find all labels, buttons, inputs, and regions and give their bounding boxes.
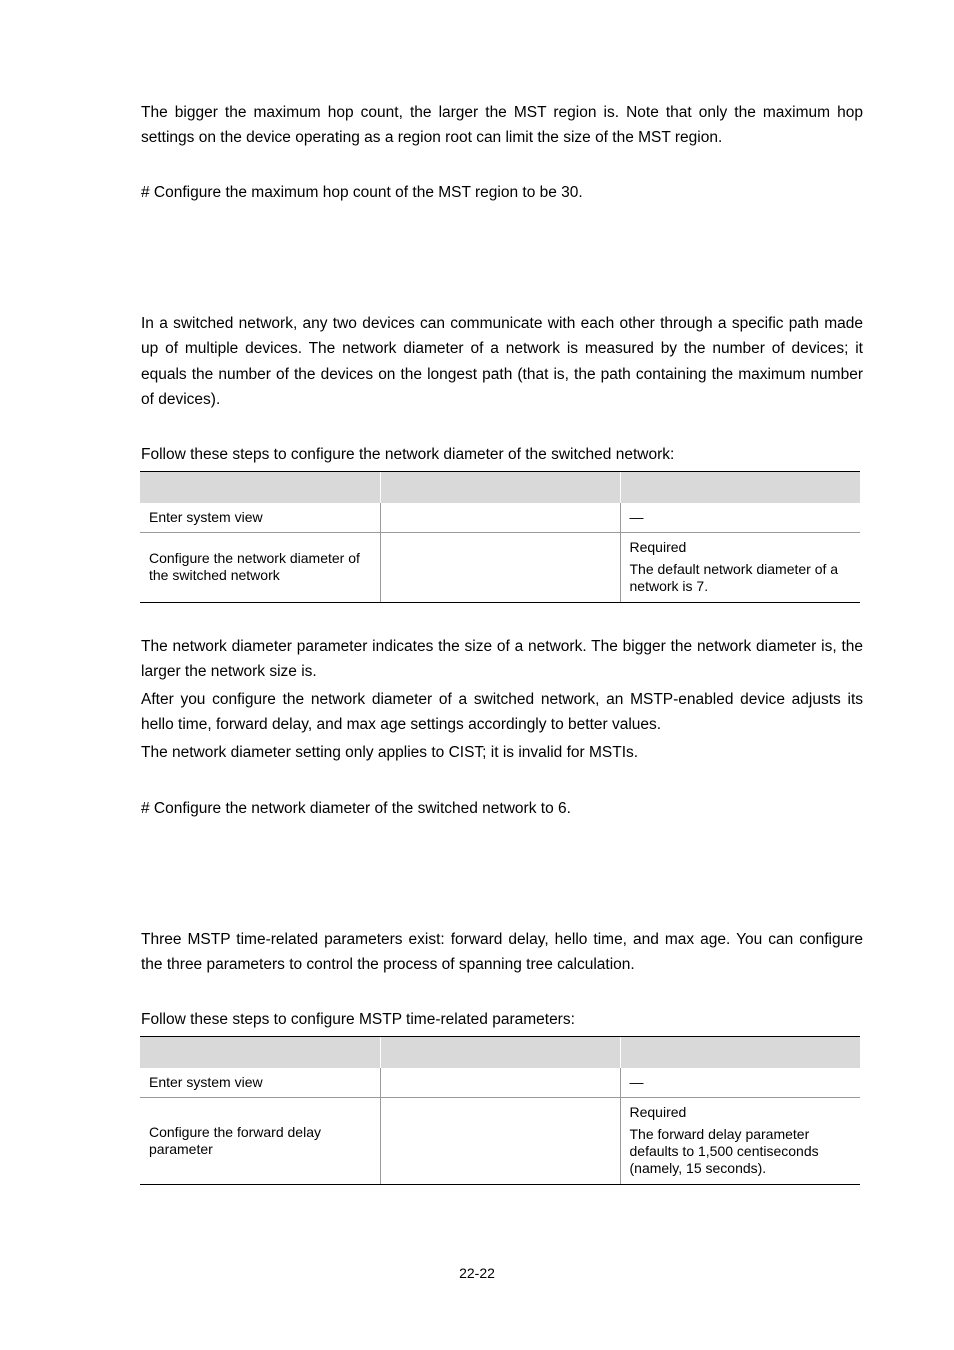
diameter-note-size: The network diameter parameter indicates the size of a network. The bigger the network diameter is, the larger the network size is. xyxy=(141,638,863,681)
remark-default: The forward delay parameter defaults to 1,500 centiseconds (namely, 15 seconds). xyxy=(629,1126,819,1176)
page-number: 22-22 xyxy=(459,1265,495,1281)
table-cell-task: Enter system view xyxy=(140,503,380,532)
table-header-cell xyxy=(620,472,860,504)
time-parameters-paragraph: Three MSTP time-related parameters exist: forward delay, hello time, and max age. You can configure the three parameters to control the process of spanning tree calculation. xyxy=(141,931,863,974)
table-header-row xyxy=(140,472,860,504)
table-header-cell xyxy=(140,1037,380,1069)
remark-required: Required xyxy=(629,539,687,555)
time-parameters-steps-intro: Follow these steps to configure MSTP time-related parameters: xyxy=(141,1011,575,1028)
table-cell-remarks xyxy=(620,532,860,602)
remark-required: Required xyxy=(629,1104,687,1120)
table-cell-command xyxy=(380,532,620,602)
table-row xyxy=(140,503,860,532)
table-cell-remarks: — xyxy=(620,1068,860,1097)
table-cell-remarks xyxy=(620,1097,860,1184)
remark-default: The default network diameter of a network is 7. xyxy=(629,561,839,594)
table-row xyxy=(140,1068,860,1097)
table-header-cell xyxy=(620,1037,860,1069)
table-cell-command xyxy=(380,1097,620,1184)
table-cell-task: Enter system view xyxy=(140,1068,380,1097)
diameter-note-adjust: After you configure the network diameter of a switched network, an MSTP-enabled device adjusts its hello time, forward delay, and max age settings accordingly to better values. xyxy=(141,691,863,734)
diameter-note-cist: The network diameter setting only applies to CIST; it is invalid for MSTIs. xyxy=(141,744,639,761)
hop-count-example: # Configure the maximum hop count of the MST region to be 30. xyxy=(141,184,583,201)
table-row xyxy=(140,532,860,602)
table-header-cell xyxy=(380,1037,620,1069)
table-cell-remarks: — xyxy=(620,503,860,532)
network-diameter-example: # Configure the network diameter of the switched network to 6. xyxy=(141,800,571,817)
table-header-row xyxy=(140,1037,860,1069)
network-diameter-paragraph: In a switched network, any two devices can communicate with each other through a specific path made up of multiple devices. The network diameter of a network is measured by the number of devices; it equals the number of the devices on the longest path (that is, the path containing the maximum number of devices). xyxy=(141,315,863,408)
table-header-cell xyxy=(380,472,620,504)
table-row xyxy=(140,1097,860,1184)
hop-count-paragraph: The bigger the maximum hop count, the larger the MST region is. Note that only the maximum hop settings on the device operating as a region root can limit the size of the MST region. xyxy=(141,104,863,147)
table-cell-command xyxy=(380,503,620,532)
network-diameter-steps-table xyxy=(140,471,860,603)
table-header-cell xyxy=(140,472,380,504)
network-diameter-steps-intro: Follow these steps to configure the network diameter of the switched network: xyxy=(141,446,675,463)
table-cell-task: Configure the network diameter of the switched network xyxy=(140,532,380,602)
time-parameters-steps-table xyxy=(140,1036,860,1185)
table-cell-command xyxy=(380,1068,620,1097)
table-cell-task: Configure the forward delay parameter xyxy=(140,1097,380,1184)
